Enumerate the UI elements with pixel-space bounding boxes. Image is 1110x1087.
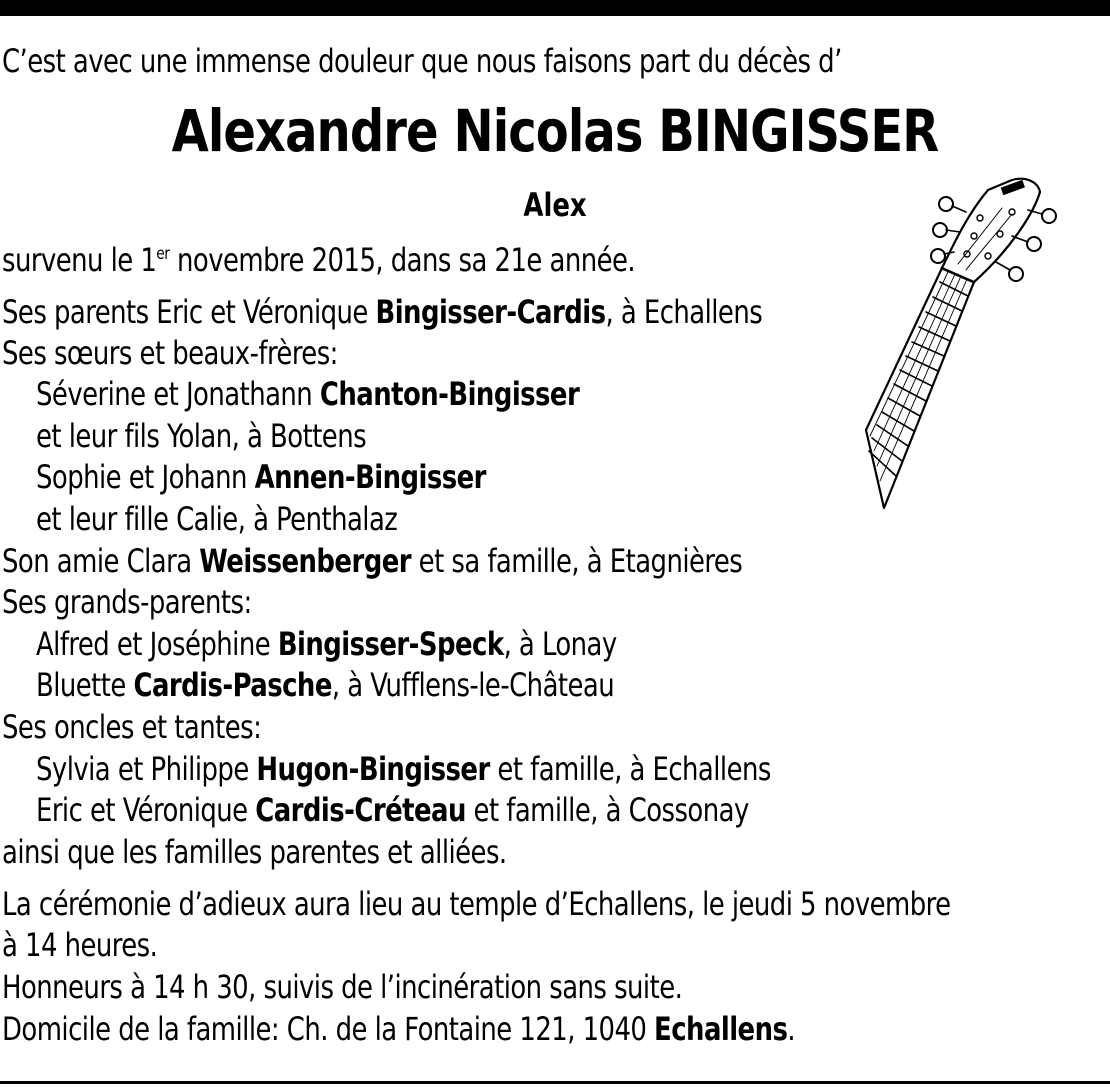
grandparents-heading: Ses grands-parents: <box>2 583 252 621</box>
grandparents-2-line: Bluette Cardis-Pasche, à Vufflens-le-Château <box>36 666 615 704</box>
girlfriend-line: Son amie Clara Weissenberger et sa famille, à Etagnières <box>2 542 743 580</box>
intro-text: C’est avec une immense douleur que nous faisons part du décès d’ <box>2 42 842 80</box>
uncles-2-line: Eric et Véronique Cardis-Créteau et famille, à Cossonay <box>36 791 749 829</box>
sibling-1-child-line: et leur fils Yolan, à Bottens <box>36 417 367 455</box>
bottom-rule <box>0 1081 1110 1084</box>
sibling-2-line: Sophie et Johann Annen-Bingisser <box>36 458 486 496</box>
sibling-1-line: Séverine et Jonathann Chanton-Bingisser <box>36 375 580 413</box>
top-rule <box>0 0 1110 16</box>
ceremony-line-1: La cérémonie d’adieux aura lieu au temple d’Echallens, le jeudi 5 novembre <box>2 885 951 923</box>
deceased-name: Alexandre Nicolas BINGISSER <box>171 97 939 165</box>
uncles-1-line: Sylvia et Philippe Hugon-Bingisser et famille, à Echallens <box>36 750 771 788</box>
deceased-nickname: Alex <box>523 186 587 224</box>
siblings-heading: Ses sœurs et beaux-frères: <box>2 334 338 372</box>
death-date-line: survenu le 1er novembre 2015, dans sa 21e année. <box>2 241 636 279</box>
parents-line: Ses parents Eric et Véronique Bingisser-Cardis, à Echallens <box>2 293 763 331</box>
uncles-heading: Ses oncles et tantes: <box>2 708 262 746</box>
family-address-line: Domicile de la famille: Ch. de la Fontaine 121, 1040 Echallens. <box>2 1010 796 1048</box>
honours-line: Honneurs à 14 h 30, suivis de l’incinération sans suite. <box>2 968 683 1006</box>
grandparents-1-line: Alfred et Joséphine Bingisser-Speck, à Lonay <box>36 625 617 663</box>
sibling-2-child-line: et leur fille Calie, à Penthalaz <box>36 500 398 538</box>
guitar-neck-icon <box>862 168 1062 518</box>
relatives-line: ainsi que les familles parentes et alliées. <box>2 833 507 871</box>
ceremony-line-2: à 14 heures. <box>2 926 158 964</box>
